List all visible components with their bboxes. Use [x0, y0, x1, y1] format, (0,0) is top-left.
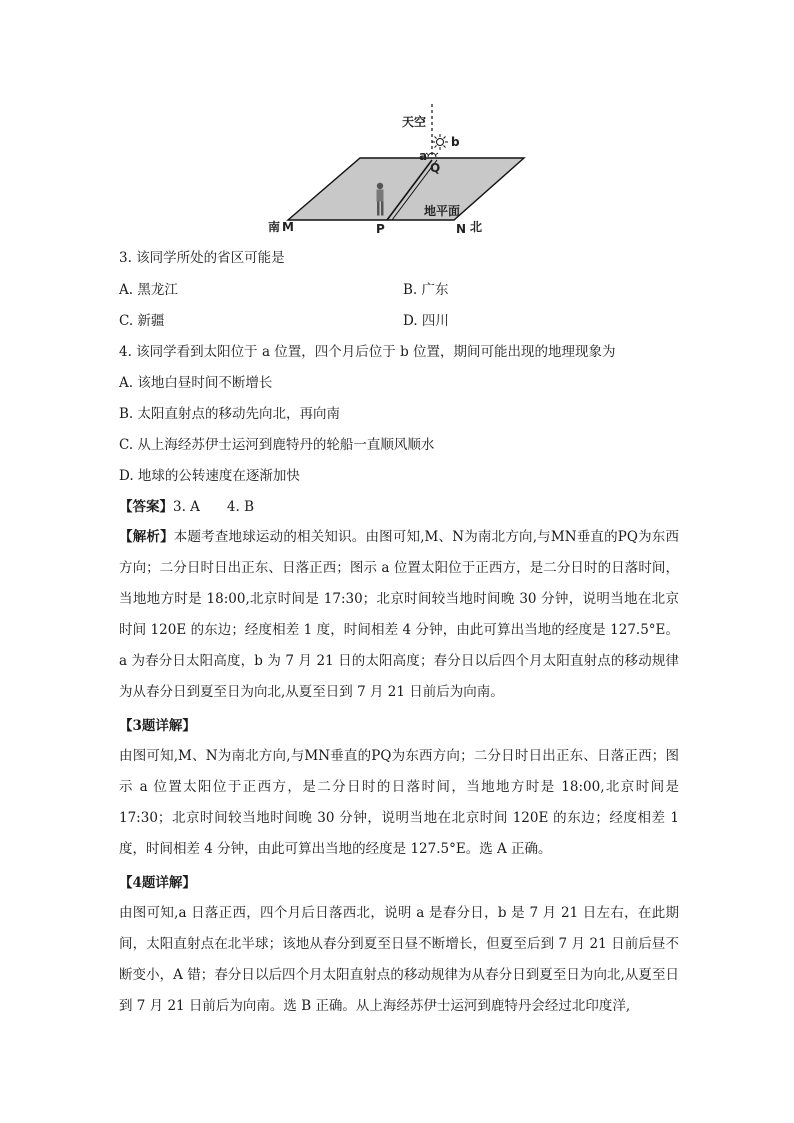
- label-a: a: [419, 149, 428, 163]
- detail4-text: 由图可知,a 日落正西，四个月后日落西北，说明 a 是春分日，b 是 7 月 21 日左右，在此期间，太阳直射点在北半球；该地从春分到夏至日昼不断增长，但夏至后到 7 月 21 日前后昼不断变小，A 错；春分日以后四个月太阳直射点的移动规律为从春分日到夏至日为向北,从夏至日到 7 月 21 日前后为向南。选 B 正确。从上海经苏伊士运河到鹿特丹会经过北印度洋,: [119, 905, 679, 1014]
- q3-option-b: B. 广东: [403, 282, 449, 298]
- diagram-svg: [260, 98, 540, 238]
- sun-icon: [432, 134, 448, 150]
- q3-option-c: C. 新疆: [119, 313, 165, 329]
- q4-option-a: A. 该地白昼时间不断增长: [119, 375, 273, 391]
- label-sky: 天空: [402, 115, 427, 129]
- detail3-label: 【3题详解】: [119, 718, 196, 734]
- answer-line: [119, 497, 254, 517]
- q4-option-c: C. 从上海经苏伊士运河到鹿特丹的轮船一直顺风顺水: [119, 437, 435, 453]
- label-n: N: [456, 222, 467, 236]
- label-p: P: [376, 222, 385, 236]
- q3-option-a: A. 黑龙江: [119, 282, 178, 298]
- q3-stem: 3. 该同学所处的省区可能是: [119, 250, 285, 266]
- label-q: Q: [430, 161, 441, 175]
- label-north: 北: [470, 220, 483, 234]
- answer-text: 3. A 4. B: [173, 499, 255, 515]
- detail4-label: 【4题详解】: [119, 875, 196, 891]
- analysis-paragraph: [119, 522, 679, 708]
- ground-plane: [288, 158, 524, 220]
- label-south: 南: [268, 220, 281, 234]
- detail3-text: 由图可知,M、N为南北方向,与MN垂直的PQ为东西方向；二分日时日出正东、日落正西；图示 a 位置太阳位于正西方，是二分日时的日落时间，当地地方时是 18:00,北京时间是 17:30；北京时间较当地时间晚 30 分钟，说明当地在北京时间 120E 的东边；经度相差 1 度，时间相差 4 分钟，由此可算出当地的经度是 127.5°E。选 A 正确。: [119, 748, 679, 857]
- label-m: M: [282, 220, 294, 234]
- q4-stem: 4. 该同学看到太阳位于 a 位置，四个月后位于 b 位置，期间可能出现的地理现象为: [119, 344, 616, 360]
- analysis-label: 【解析】: [119, 529, 174, 545]
- answer-label: 【答案】: [119, 499, 173, 515]
- q3-option-d: D. 四川: [403, 313, 449, 329]
- q4-option-d: D. 地球的公转速度在逐渐加快: [119, 468, 300, 484]
- analysis-text: 本题考查地球运动的相关知识。由图可知,M、N为南北方向,与MN垂直的PQ为东西方向；二分日时日出正东、日落正西；图示 a 位置太阳位于正西方，是二分日时的日落时间，当地地方时是 18:00,北京时间是 17:30；北京时间较当地时间晚 30 分钟，说明当地在北京时间 120E 的东边；经度相差 1 度，时间相差 4 分钟，由此可算出当地的经度是 127.5°E。a 为春分日太阳高度，b 为 7 月 21 日的太阳高度；春分日以后四个月太阳直射点的移动规律为从春分日到夏至日为向北,从夏至日到 7 月 21 日前后为向南。: [119, 529, 680, 700]
- label-b: b: [451, 135, 460, 149]
- label-ground: 地平面: [424, 204, 461, 218]
- q4-option-b: B. 太阳直射点的移动先向北，再向南: [119, 406, 341, 422]
- sun-position-diagram: [260, 98, 540, 238]
